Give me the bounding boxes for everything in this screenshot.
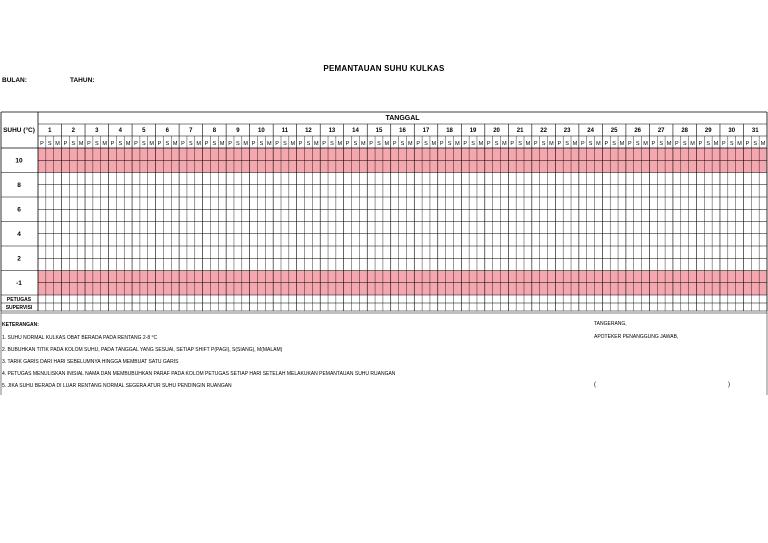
shift-label: M bbox=[243, 141, 249, 147]
day-number: 30 bbox=[728, 128, 736, 134]
shift-label: M bbox=[219, 141, 225, 147]
shift-label: S bbox=[353, 141, 358, 147]
shift-label: P bbox=[345, 141, 350, 147]
shift-label: M bbox=[525, 141, 531, 147]
shift-label: M bbox=[572, 141, 578, 147]
shift-label: P bbox=[510, 141, 515, 147]
shift-label: P bbox=[110, 141, 115, 147]
shift-label: M bbox=[313, 141, 319, 147]
day-number: 22 bbox=[540, 128, 547, 134]
shift-label: P bbox=[486, 141, 491, 147]
temperature-label: 8 bbox=[17, 181, 21, 189]
day-number: 28 bbox=[681, 128, 689, 134]
day-number: 9 bbox=[236, 128, 240, 134]
keterangan-heading: KETERANGAN: bbox=[2, 322, 39, 328]
shift-label: S bbox=[494, 141, 499, 147]
shift-label: S bbox=[565, 141, 569, 147]
day-number: 18 bbox=[446, 128, 453, 134]
shift-label: M bbox=[643, 141, 648, 147]
shift-label: M bbox=[666, 141, 672, 147]
keterangan-item: 3. TARIK GARIS DARI HARI SEBELUMNYA HINGGA MEMBUAT SATU GARIS bbox=[2, 359, 179, 365]
day-number: 31 bbox=[751, 128, 759, 134]
day-number: 11 bbox=[281, 128, 289, 134]
shift-label: M bbox=[337, 141, 343, 147]
day-number: 8 bbox=[212, 128, 217, 134]
shift-label: S bbox=[377, 141, 381, 147]
day-number: 19 bbox=[469, 128, 477, 134]
day-number: 10 bbox=[258, 128, 265, 134]
shift-label: M bbox=[478, 141, 484, 147]
shift-label: P bbox=[251, 141, 256, 147]
shift-label: S bbox=[212, 141, 217, 147]
shift-label: S bbox=[71, 141, 76, 147]
shift-label: P bbox=[698, 141, 703, 147]
shift-label: P bbox=[604, 141, 609, 147]
shift-label: P bbox=[204, 141, 209, 147]
keterangan-item: 4. PETUGAS MENULISKAN INISIAL NAMA DAN MEMBUBUHKAN PARAF PADA KOLOM PETUGAS SETIAP HARI SETELAH MELAKUKAN PEMANTAUAN SUHU RUANGAN bbox=[2, 371, 396, 377]
shift-label: S bbox=[612, 141, 616, 147]
shift-label: M bbox=[690, 141, 695, 147]
shift-label: S bbox=[47, 141, 52, 147]
day-number: 27 bbox=[657, 128, 665, 134]
signature-close-paren: ) bbox=[728, 382, 730, 388]
tahun-label: TAHUN: bbox=[70, 77, 95, 84]
shift-label: M bbox=[125, 141, 131, 147]
tanggal-header: TANGGAL bbox=[385, 115, 420, 122]
shift-label: M bbox=[149, 141, 154, 147]
keterangan-item: 2. BUBUHKAN TITIK PADA KOLOM SUHU, PADA TANGGAL YANG SESUAI, SETIAP SHIFT P(PAGI), S(SIANG), M(MALAM) bbox=[2, 347, 283, 353]
day-number: 24 bbox=[587, 128, 594, 134]
shift-label: P bbox=[651, 141, 656, 147]
shift-label: P bbox=[63, 141, 68, 147]
shift-label: S bbox=[259, 141, 264, 147]
shift-label: P bbox=[463, 141, 468, 147]
shift-label: S bbox=[424, 141, 428, 147]
shift-label: M bbox=[549, 141, 554, 147]
shift-label: M bbox=[384, 141, 390, 147]
day-number: 3 bbox=[95, 128, 99, 134]
shift-label: S bbox=[118, 141, 123, 147]
shift-label: S bbox=[283, 141, 287, 147]
shift-label: S bbox=[588, 141, 593, 147]
shift-label: S bbox=[729, 141, 734, 147]
day-number: 25 bbox=[610, 128, 618, 134]
day-number: 4 bbox=[118, 128, 122, 134]
shift-label: M bbox=[737, 141, 742, 147]
day-number: 20 bbox=[493, 128, 500, 134]
shift-label: P bbox=[722, 141, 726, 147]
day-number: 14 bbox=[352, 128, 359, 134]
day-number: 2 bbox=[71, 128, 75, 134]
shift-label: S bbox=[165, 141, 170, 147]
shift-label: M bbox=[596, 141, 601, 147]
keterangan-item: 5. JIKA SUHU BERADA DI LUAR RENTANG NORMAL SEGERA ATUR SUHU PENDINGIN RUANGAN bbox=[2, 383, 232, 389]
shift-label: S bbox=[706, 141, 711, 147]
day-number: 29 bbox=[704, 128, 712, 134]
shift-label: S bbox=[400, 141, 405, 147]
keterangan-item: 1. SUHU NORMAL KULKAS OBAT BERADA PADA RENTANG 2-8 °C bbox=[2, 335, 158, 341]
temperature-label: -1 bbox=[16, 279, 22, 287]
shift-label: M bbox=[408, 141, 413, 147]
shift-label: S bbox=[635, 141, 640, 147]
day-number: 26 bbox=[634, 128, 642, 134]
shift-label: P bbox=[533, 141, 538, 147]
shift-label: S bbox=[518, 141, 522, 147]
shift-label: M bbox=[102, 141, 107, 147]
shift-label: M bbox=[619, 141, 625, 147]
shift-label: P bbox=[439, 141, 444, 147]
temperature-label: 6 bbox=[17, 206, 21, 214]
day-number: 12 bbox=[305, 128, 312, 134]
shift-label: M bbox=[713, 141, 719, 147]
shift-label: P bbox=[416, 141, 421, 147]
shift-label: P bbox=[745, 141, 750, 147]
shift-label: S bbox=[447, 141, 452, 147]
shift-label: S bbox=[94, 141, 99, 147]
day-number: 23 bbox=[563, 128, 571, 134]
shift-label: P bbox=[392, 141, 397, 147]
shift-label: S bbox=[659, 141, 664, 147]
temperature-label: 10 bbox=[15, 157, 23, 165]
shift-label: P bbox=[275, 141, 279, 147]
page-title: PEMANTAUAN SUHU KULKAS bbox=[323, 64, 445, 73]
shift-label: P bbox=[675, 141, 679, 147]
shift-label: P bbox=[181, 141, 185, 147]
shift-label: M bbox=[760, 141, 766, 147]
shift-label: M bbox=[78, 141, 84, 147]
shift-label: P bbox=[627, 141, 632, 147]
shift-label: M bbox=[55, 141, 60, 147]
day-number: 15 bbox=[375, 128, 383, 134]
day-number: 16 bbox=[399, 128, 406, 134]
temperature-label: 4 bbox=[17, 230, 21, 238]
shift-label: M bbox=[290, 141, 296, 147]
bulan-label: BULAN: bbox=[2, 77, 27, 84]
shift-label: S bbox=[330, 141, 334, 147]
day-number: 6 bbox=[165, 128, 170, 134]
day-number: 7 bbox=[189, 128, 193, 134]
shift-label: M bbox=[172, 141, 178, 147]
shift-label: S bbox=[471, 141, 475, 147]
shift-label: S bbox=[682, 141, 687, 147]
shift-label: M bbox=[361, 141, 366, 147]
shift-label: P bbox=[298, 141, 303, 147]
shift-label: P bbox=[369, 141, 373, 147]
shift-label: M bbox=[431, 141, 437, 147]
shift-label: P bbox=[87, 141, 91, 147]
shift-label: S bbox=[141, 141, 146, 147]
signature-place: TANGERANG, bbox=[594, 321, 627, 327]
shift-label: S bbox=[236, 141, 240, 147]
footer-row-label: SUPERVISI bbox=[5, 305, 33, 311]
shift-label: S bbox=[189, 141, 193, 147]
shift-label: S bbox=[541, 141, 546, 147]
day-number: 21 bbox=[516, 128, 524, 134]
signature-open-paren: ( bbox=[594, 382, 596, 388]
signature-role: APOTEKER PENANGGUNG JAWAB, bbox=[594, 334, 679, 340]
shift-label: M bbox=[502, 141, 507, 147]
shift-label: P bbox=[322, 141, 326, 147]
temperature-label: 2 bbox=[17, 255, 21, 263]
day-number: 13 bbox=[328, 128, 336, 134]
shift-label: M bbox=[196, 141, 201, 147]
day-number: 17 bbox=[422, 128, 430, 134]
shift-label: M bbox=[455, 141, 460, 147]
shift-label: M bbox=[266, 141, 272, 147]
shift-label: P bbox=[40, 141, 44, 147]
shift-label: P bbox=[580, 141, 585, 147]
suhu-header: SUHU (°C) bbox=[3, 127, 35, 134]
day-number: 1 bbox=[48, 128, 52, 134]
day-number: 5 bbox=[142, 128, 146, 134]
shift-label: S bbox=[753, 141, 758, 147]
footer-row-label: PETUGAS bbox=[6, 297, 32, 303]
shift-label: S bbox=[306, 141, 311, 147]
shift-label: P bbox=[557, 141, 562, 147]
shift-label: P bbox=[228, 141, 232, 147]
shift-label: P bbox=[157, 141, 162, 147]
shift-label: P bbox=[134, 141, 138, 147]
